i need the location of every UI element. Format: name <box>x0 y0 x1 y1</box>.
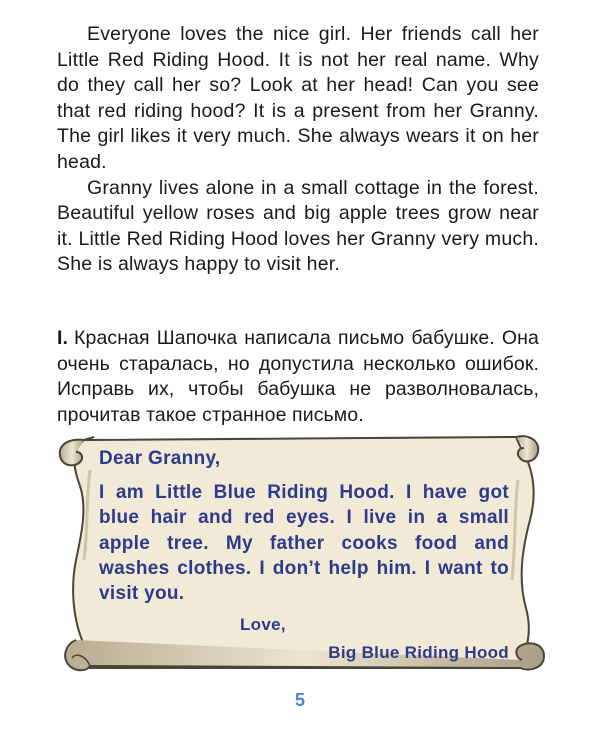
letter-text <box>99 446 509 666</box>
letter-closing: Love, <box>240 615 286 635</box>
story-paragraph: Everyone loves the nice girl. Her friends call her Little Red Riding Hood. It is not her real name. Why do they call her so? Look at her head! Can you see that red riding hood? It is a present from her Granny. The girl likes it very much. She always wears it on her head. <box>57 23 539 173</box>
task-text: Красная Шапочка написала письмо бабушке. Она очень старалась, но допустила несколько ошибок. Исправь их, чтобы бабушка не разволновалась, прочитав такое странное письмо. <box>57 327 539 426</box>
task-number: I. <box>57 327 69 349</box>
letter-body: I am Little Blue Riding Hood. I have got blue hair and red eyes. I live in a small apple tree. My father cooks food and washes clothes. I don’t help him. I want to visit you. <box>99 482 509 605</box>
story-paragraph: Granny lives alone in a small cottage in the forest. Beautiful yellow roses and big apple trees grow near it. Little Red Riding Hood loves her Granny very much. She is always happy to visit her. <box>57 176 539 276</box>
letter-greeting: Dear Granny, <box>99 448 221 469</box>
page-number: 5 <box>294 690 305 710</box>
letter-signature: Big Blue Riding Hood <box>328 643 509 663</box>
